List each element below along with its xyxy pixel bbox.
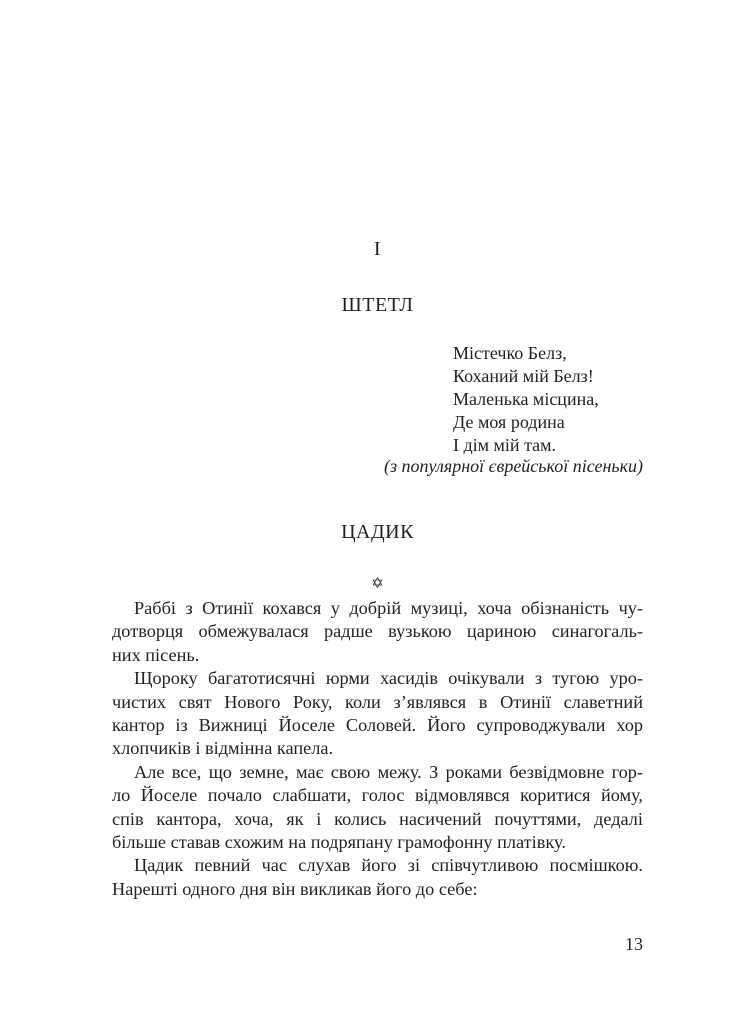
text-line: спів кантора, хоча, як і колись насичений почуттями, дедалі xyxy=(112,808,643,829)
text-line: чистих свят Нового Року, коли з’являвся в Отинії славетний xyxy=(112,691,643,712)
epigraph xyxy=(453,342,599,457)
text-line: Цадик певний час слухав його зі співчутливою посмішкою. xyxy=(134,855,643,876)
epigraph-line: Коханий мій Белз! xyxy=(453,366,594,386)
epigraph-line: Де моя родина xyxy=(453,412,565,432)
text-line: Нарешті одного дня він викликав його до себе: xyxy=(112,878,478,899)
text-line: дотворця обмежувалася радше вузькою цариною синагогаль- xyxy=(112,621,643,642)
epigraph-source: (з популярної єврейської пісеньки) xyxy=(383,456,643,476)
body-text xyxy=(112,597,643,901)
chapter-title: ЦАДИК xyxy=(341,521,414,543)
star-of-david-icon: ✡ xyxy=(371,576,384,592)
text-line: ло Йоселе почало слабшати, голос відмовлявся коритися йому, xyxy=(112,785,643,806)
part-title: ШТЕТЛ xyxy=(341,294,414,316)
epigraph-line: Містечко Белз, xyxy=(453,343,567,363)
text-line: хлопчиків і відмінна капела. xyxy=(112,738,334,759)
text-line: кантор із Вижниці Йоселе Соловей. Його супроводжували хор xyxy=(112,715,643,736)
text-line: Але все, що земне, має свою межу. З роками безвідмовне гор- xyxy=(134,761,643,782)
epigraph-line: Маленька місцина, xyxy=(453,389,599,409)
epigraph-line: І дім мій там. xyxy=(453,435,557,455)
part-number: I xyxy=(373,238,382,260)
text-line: них пісень. xyxy=(112,644,200,665)
text-line: Щороку багатотисячні юрми хасидів очікували з тугою уро- xyxy=(134,668,643,689)
text-line: Раббі з Отинії кохався у добрій музиці, хоча обізнаність чу- xyxy=(134,598,643,618)
text-line: більше ставав схожим на подряпану грамофонну платівку. xyxy=(112,832,566,853)
page-number: 13 xyxy=(625,934,643,954)
